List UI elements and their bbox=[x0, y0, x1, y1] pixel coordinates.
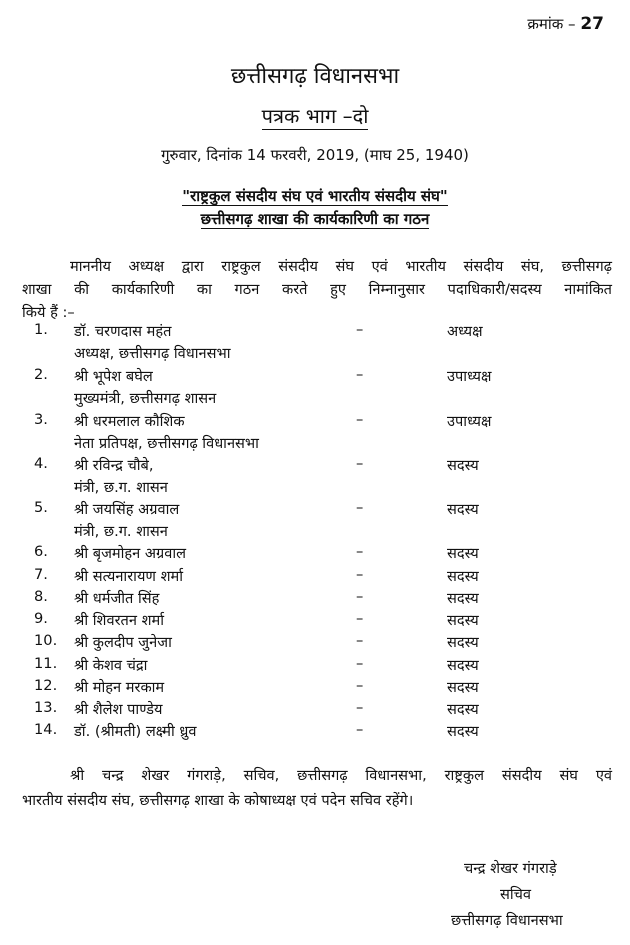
member-role: उपाध्यक्ष bbox=[447, 368, 492, 385]
member-role: सदस्य bbox=[447, 545, 479, 562]
member-dash: – bbox=[356, 366, 364, 383]
member-row bbox=[0, 610, 630, 632]
member-designation: मंत्री, छ.ग. शासन bbox=[74, 479, 168, 496]
member-dash: – bbox=[356, 566, 364, 583]
member-num: 10. bbox=[34, 632, 58, 649]
member-name: श्री जयसिंह अग्रवाल bbox=[74, 501, 180, 518]
member-num: 4. bbox=[34, 455, 48, 472]
serial-value: 27 bbox=[580, 14, 604, 34]
section-subheading bbox=[0, 209, 630, 229]
member-name: श्री केशव चंद्रा bbox=[74, 657, 148, 674]
member-name: श्री बृजमोहन अग्रवाल bbox=[74, 545, 187, 562]
serial-label: क्रमांक – bbox=[527, 15, 576, 33]
member-num: 5. bbox=[34, 499, 48, 516]
member-name: डॉ. चरणदास महंत bbox=[74, 323, 172, 340]
member-num: 13. bbox=[34, 699, 58, 716]
member-dash: – bbox=[356, 699, 364, 716]
intro-line-3: किये हैं :– bbox=[22, 304, 75, 321]
closing-paragraph bbox=[22, 763, 612, 813]
member-row bbox=[0, 321, 630, 343]
member-role: सदस्य bbox=[447, 501, 479, 518]
member-dash: – bbox=[356, 655, 364, 672]
member-num: 2. bbox=[34, 366, 48, 383]
member-row bbox=[0, 499, 630, 521]
section-heading bbox=[0, 186, 630, 206]
member-row bbox=[0, 677, 630, 699]
intro-line-2: शाखा की कार्यकारिणी का गठन करते हुए निम्नानुसार पदाधिकारी/सदस्य नामांकित bbox=[22, 281, 612, 298]
member-dash: – bbox=[356, 632, 364, 649]
member-num: 7. bbox=[34, 566, 48, 583]
member-row bbox=[0, 655, 630, 677]
member-name: श्री कुलदीप जुनेजा bbox=[74, 634, 172, 651]
member-designation: मंत्री, छ.ग. शासन bbox=[74, 523, 168, 540]
member-num: 8. bbox=[34, 588, 48, 605]
member-name: डॉ. (श्रीमती) लक्ष्मी ध्रुव bbox=[74, 723, 197, 740]
member-name: श्री भूपेश बघेल bbox=[74, 368, 153, 385]
member-role: उपाध्यक्ष bbox=[447, 413, 492, 430]
member-role: सदस्य bbox=[447, 701, 479, 718]
member-num: 1. bbox=[34, 321, 48, 338]
member-dash: – bbox=[356, 610, 364, 627]
member-name: श्री शैलेश पाण्डेय bbox=[74, 701, 163, 718]
member-dash: – bbox=[356, 411, 364, 428]
member-num: 12. bbox=[34, 677, 58, 694]
member-role: अध्यक्ष bbox=[447, 323, 483, 340]
member-role: सदस्य bbox=[447, 590, 479, 607]
member-name: श्री धर्मजीत सिंह bbox=[74, 590, 160, 607]
member-role: सदस्य bbox=[447, 457, 479, 474]
member-dash: – bbox=[356, 543, 364, 560]
member-row bbox=[0, 632, 630, 654]
member-row bbox=[0, 366, 630, 388]
member-role: सदस्य bbox=[447, 723, 479, 740]
document-subtitle bbox=[0, 102, 630, 129]
signatory-name: चन्द्र शेखर गंगराड़े bbox=[464, 860, 557, 877]
member-designation: अध्यक्ष, छत्तीसगढ़ विधानसभा bbox=[74, 345, 231, 362]
member-name: श्री रविन्द्र चौबे, bbox=[74, 457, 154, 474]
subtitle-text: पत्रक भाग –दो bbox=[261, 104, 369, 128]
member-name: श्री सत्यनारायण शर्मा bbox=[74, 568, 184, 585]
member-row bbox=[0, 721, 630, 743]
member-role: सदस्य bbox=[447, 634, 479, 651]
member-num: 9. bbox=[34, 610, 48, 627]
closing-line-1: श्री चन्द्र शेखर गंगराड़े, सचिव, छत्तीसगढ़ विधानसभा, राष्ट्रकुल संसदीय संघ एवं bbox=[70, 767, 612, 784]
member-row bbox=[0, 699, 630, 721]
closing-line-2: भारतीय संसदीय संघ, छत्तीसगढ़ शाखा के कोषाध्यक्ष एवं पदेन सचिव रहेंगे। bbox=[22, 792, 414, 809]
member-dash: – bbox=[356, 677, 364, 694]
member-row bbox=[0, 411, 630, 433]
member-row bbox=[0, 543, 630, 565]
member-num: 3. bbox=[34, 411, 48, 428]
member-designation: नेता प्रतिपक्ष, छत्तीसगढ़ विधानसभा bbox=[74, 435, 259, 452]
member-role: सदस्य bbox=[447, 679, 479, 696]
member-dash: – bbox=[356, 455, 364, 472]
intro-paragraph bbox=[22, 255, 612, 324]
member-name: श्री मोहन मरकाम bbox=[74, 679, 165, 696]
date-line: गुरुवार, दिनांक 14 फरवरी, 2019, (माघ 25, 1940) bbox=[161, 146, 469, 164]
intro-line-1: माननीय अध्यक्ष द्वारा राष्ट्रकुल संसदीय संघ एवं भारतीय संसदीय संघ, छत्तीसगढ़ bbox=[70, 258, 612, 275]
member-name: श्री धरमलाल कौशिक bbox=[74, 413, 185, 430]
serial-number bbox=[527, 14, 604, 34]
member-dash: – bbox=[356, 588, 364, 605]
document-title: छत्तीसगढ़ विधानसभा bbox=[230, 64, 400, 89]
signatory-designation: सचिव bbox=[500, 886, 532, 903]
member-dash: – bbox=[356, 321, 364, 338]
member-name: श्री शिवरतन शर्मा bbox=[74, 612, 165, 629]
member-row bbox=[0, 455, 630, 477]
member-role: सदस्य bbox=[447, 657, 479, 674]
member-dash: – bbox=[356, 499, 364, 516]
section-heading-text: "राष्ट्रकुल संसदीय संघ एवं भारतीय संसदीय संघ" bbox=[182, 187, 448, 205]
member-row bbox=[0, 566, 630, 588]
member-num: 6. bbox=[34, 543, 48, 560]
member-num: 14. bbox=[34, 721, 58, 738]
member-role: सदस्य bbox=[447, 612, 479, 629]
signatory-office: छत्तीसगढ़ विधानसभा bbox=[451, 912, 563, 929]
member-row bbox=[0, 588, 630, 610]
member-dash: – bbox=[356, 721, 364, 738]
section-subheading-text: छत्तीसगढ़ शाखा की कार्यकारिणी का गठन bbox=[200, 210, 430, 228]
member-num: 11. bbox=[34, 655, 58, 672]
member-designation: मुख्यमंत्री, छत्तीसगढ़ शासन bbox=[74, 390, 217, 407]
member-role: सदस्य bbox=[447, 568, 479, 585]
